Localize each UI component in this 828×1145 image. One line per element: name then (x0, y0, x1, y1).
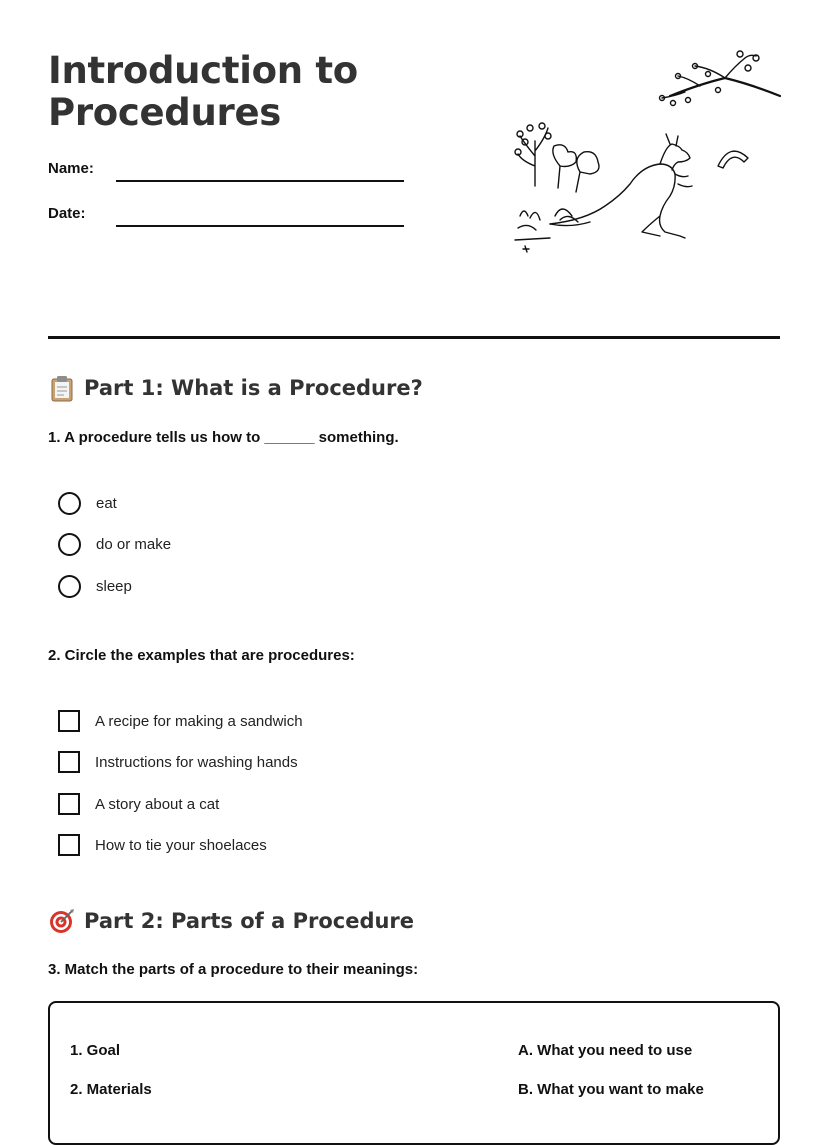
part1-heading-text: Part 1: What is a Procedure? (84, 376, 423, 400)
checkbox[interactable] (58, 751, 80, 773)
target-icon (48, 907, 76, 935)
matching-box (48, 1001, 780, 1145)
part2-heading (48, 907, 414, 935)
title-line-1: Introduction to (48, 49, 358, 92)
option-label: do or make (96, 536, 172, 553)
radio-button[interactable] (58, 575, 81, 598)
q2-option-recipe[interactable] (58, 710, 303, 732)
q2-option-shoelaces[interactable] (58, 834, 267, 856)
option-label: A recipe for making a sandwich (95, 712, 303, 730)
option-label: A story about a cat (95, 795, 220, 813)
question-3: 3. Match the parts of a procedure to their meanings: (48, 961, 419, 978)
clipboard-icon (48, 374, 76, 402)
q1-option-sleep[interactable] (58, 575, 132, 598)
match-left-goal[interactable]: 1. Goal (70, 1042, 121, 1059)
part1-heading (48, 374, 423, 402)
checkbox[interactable] (58, 710, 80, 732)
checkbox[interactable] (58, 793, 80, 815)
match-right-a[interactable]: A. What you need to use (518, 1042, 693, 1059)
option-label: sleep (96, 578, 132, 595)
option-label: Instructions for washing hands (95, 753, 298, 771)
part2-heading-text: Part 2: Parts of a Procedure (84, 909, 415, 933)
title-line-2: Procedures (48, 91, 282, 134)
name-label: Name: (48, 160, 94, 177)
kangaroo-illustration (510, 46, 785, 261)
q2-option-washing-hands[interactable] (58, 751, 298, 773)
radio-button[interactable] (58, 533, 81, 556)
match-right-b[interactable]: B. What you want to make (518, 1081, 704, 1098)
q1-option-do-or-make[interactable] (58, 533, 171, 556)
option-label: eat (96, 495, 117, 512)
q2-option-story[interactable] (58, 793, 219, 815)
name-field[interactable] (116, 180, 404, 182)
date-field[interactable] (116, 225, 404, 227)
radio-button[interactable] (58, 492, 81, 515)
section-divider (48, 336, 780, 339)
date-label: Date: (48, 205, 86, 222)
checkbox[interactable] (58, 834, 80, 856)
q1-option-eat[interactable] (58, 492, 117, 515)
option-label: How to tie your shoelaces (95, 836, 267, 854)
match-left-materials[interactable]: 2. Materials (70, 1081, 152, 1098)
worksheet-title (48, 50, 358, 134)
question-2: 2. Circle the examples that are procedures: (48, 647, 355, 664)
question-1: 1. A procedure tells us how to ______ something. (48, 429, 399, 446)
